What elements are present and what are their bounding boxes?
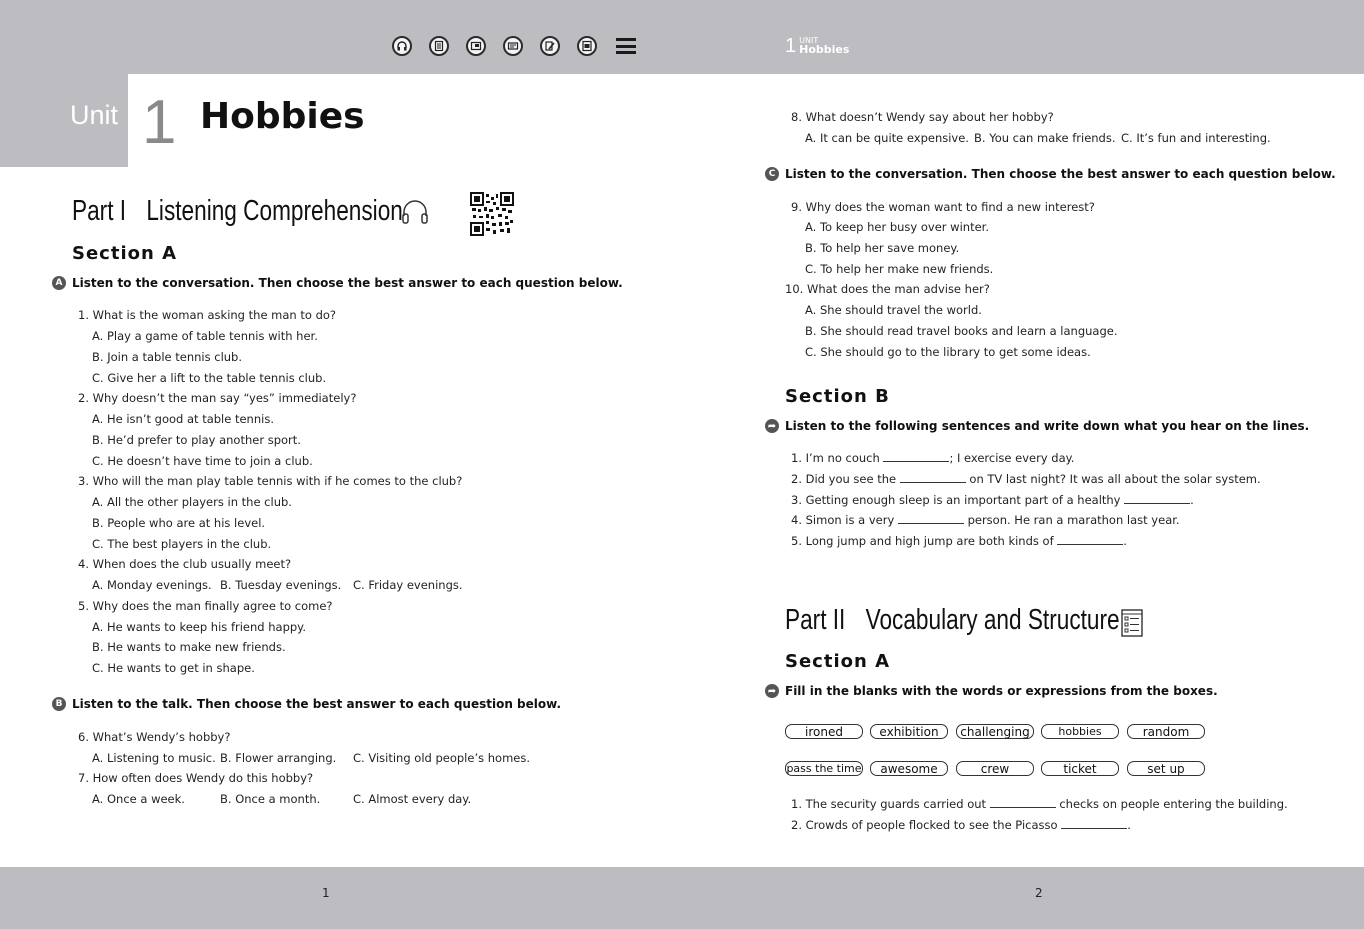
arrow-icon: ➦ [765,419,779,433]
option-5b[interactable]: B. He wants to make new friends. [92,640,286,654]
word-box[interactable]: awesome [870,761,948,776]
reading-icon[interactable] [466,36,486,56]
instruction-part2-text: Fill in the blanks with the words or expressions from the boxes. [785,684,1218,698]
option-4c[interactable]: C. Friday evenings. [353,578,463,592]
dictation-1: 1. I’m no couch ; I exercise every day. [791,451,1075,465]
question-6: 6. What’s Wendy’s hobby? [78,730,231,744]
option-9a[interactable]: A. To keep her busy over winter. [805,220,989,234]
instruction-section-b-text: Listen to the following sentences and write down what you hear on the lines. [785,419,1310,433]
part2-heading [785,604,1120,637]
question-7: 7. How often does Wendy do this hobby? [78,771,314,785]
option-7b[interactable]: B. Once a month. [220,792,321,806]
word-box[interactable]: hobbies [1041,724,1119,739]
option-6a[interactable]: A. Listening to music. [92,751,216,765]
option-2b[interactable]: B. He’d prefer to play another sport. [92,433,301,447]
part2-label: Part II [785,604,846,636]
unit-indicator-title: Hobbies [799,43,850,56]
question-3: 3. Who will the man play table tennis with if he comes to the club? [78,474,463,488]
answer-blank[interactable] [1124,493,1190,504]
dictation-2: 2. Did you see the on TV last night? It was all about the solar system. [791,472,1261,486]
video-icon[interactable] [503,36,523,56]
vocabulary-book-icon [1120,608,1144,638]
menu-icon[interactable] [616,38,636,54]
option-2c[interactable]: C. He doesn’t have time to join a club. [92,454,313,468]
answer-blank[interactable] [1061,818,1127,829]
answer-blank[interactable] [883,451,949,462]
unit-indicator-label: UNIT [799,36,819,45]
instruction-b [52,697,561,711]
question-2: 2. Why doesn’t the man say “yes” immediately? [78,391,357,405]
part1-title: Listening Comprehension [146,195,403,227]
option-2a[interactable]: A. He isn’t good at table tennis. [92,412,274,426]
answer-blank[interactable] [898,513,964,524]
part1-section-b-title: Section B [785,386,890,407]
option-3c[interactable]: C. The best players in the club. [92,537,272,551]
answer-blank[interactable] [900,472,966,483]
top-toolbar [0,0,1364,74]
part1-label: Part I [72,195,127,227]
option-6b[interactable]: B. Flower arranging. [220,751,337,765]
option-5a[interactable]: A. He wants to keep his friend happy. [92,620,306,634]
arrow-icon: ➦ [765,684,779,698]
word-box[interactable]: ticket [1041,761,1119,776]
qr-code[interactable] [470,192,514,236]
instruction-c-text: Listen to the conversation. Then choose the best answer to each question below. [785,167,1336,181]
unit-indicator [785,36,849,56]
option-10a[interactable]: A. She should travel the world. [805,303,982,317]
option-7c[interactable]: C. Almost every day. [353,792,472,806]
footer [0,867,1364,929]
word-box[interactable]: ironed [785,724,863,739]
question-10: 10. What does the man advise her? [785,282,990,296]
page-number-left: 1 [322,886,330,900]
toolbar-icons [392,36,636,56]
letter-a-badge: A [52,276,66,290]
option-8c[interactable]: C. It’s fun and interesting. [1121,131,1271,145]
vocab-sentence-2: 2. Crowds of people flocked to see the Picasso . [791,818,1131,832]
option-10c[interactable]: C. She should go to the library to get some ideas. [805,345,1091,359]
option-3b[interactable]: B. People who are at his level. [92,516,266,530]
instruction-a-text: Listen to the conversation. Then choose the best answer to each question below. [72,276,623,290]
option-8b[interactable]: B. You can make friends. [974,131,1116,145]
book-spread [0,74,1364,867]
vocab-sentence-1: 1. The security guards carried out checks on people entering the building. [791,797,1288,811]
audio-icon[interactable] [392,36,412,56]
word-box[interactable]: set up [1127,761,1205,776]
unit-label-box [0,74,128,167]
question-1: 1. What is the woman asking the man to do? [78,308,337,322]
word-box[interactable]: challenging [956,724,1034,739]
word-box[interactable]: pass the time [786,762,862,775]
page-title: Hobbies [200,96,365,137]
word-box[interactable]: random [1127,724,1205,739]
document-icon[interactable] [577,36,597,56]
page-number-right: 2 [1035,886,1043,900]
instruction-c [765,167,1336,181]
option-3a[interactable]: A. All the other players in the club. [92,495,292,509]
option-9b[interactable]: B. To help her save money. [805,241,960,255]
unit-number: 1 [142,88,177,157]
question-5: 5. Why does the man finally agree to come? [78,599,333,613]
option-8a[interactable]: A. It can be quite expensive. [805,131,969,145]
option-10b[interactable]: B. She should read travel books and learn a language. [805,324,1118,338]
word-box[interactable]: exhibition [870,724,948,739]
instruction-section-b [765,419,1309,433]
letter-c-badge: C [765,167,779,181]
dictation-3: 3. Getting enough sleep is an important part of a healthy . [791,493,1194,507]
question-4: 4. When does the club usually meet? [78,557,292,571]
part1-heading [72,195,403,228]
answer-blank[interactable] [1057,534,1123,545]
part2-section-a-title: Section A [785,651,890,672]
question-8: 8. What doesn’t Wendy say about her hobby? [791,110,1054,124]
unit-indicator-number: 1 [785,35,797,57]
option-5c[interactable]: C. He wants to get in shape. [92,661,255,675]
option-1a[interactable]: A. Play a game of table tennis with her. [92,329,318,343]
option-7a[interactable]: A. Once a week. [92,792,185,806]
question-9: 9. Why does the woman want to find a new interest? [791,200,1095,214]
instruction-a [52,276,623,290]
letter-b-badge: B [52,697,66,711]
option-6c[interactable]: C. Visiting old people’s homes. [353,751,531,765]
answer-blank[interactable] [990,797,1056,808]
vocabulary-icon[interactable] [429,36,449,56]
option-4a[interactable]: A. Monday evenings. [92,578,212,592]
option-1b[interactable]: B. Join a table tennis club. [92,350,243,364]
headphones-icon [400,198,430,226]
writing-icon[interactable] [540,36,560,56]
unit-word: Unit [70,100,119,130]
word-box[interactable]: crew [956,761,1034,776]
part1-section-a-title: Section A [72,243,177,264]
part2-title: Vocabulary and Structure [865,604,1120,636]
option-1c[interactable]: C. Give her a lift to the table tennis club. [92,371,327,385]
option-9c[interactable]: C. To help her make new friends. [805,262,994,276]
instruction-part2 [765,684,1218,698]
instruction-b-text: Listen to the talk. Then choose the best answer to each question below. [72,697,562,711]
dictation-5: 5. Long jump and high jump are both kinds of . [791,534,1127,548]
dictation-4: 4. Simon is a very person. He ran a marathon last year. [791,513,1180,527]
option-4b[interactable]: B. Tuesday evenings. [220,578,342,592]
